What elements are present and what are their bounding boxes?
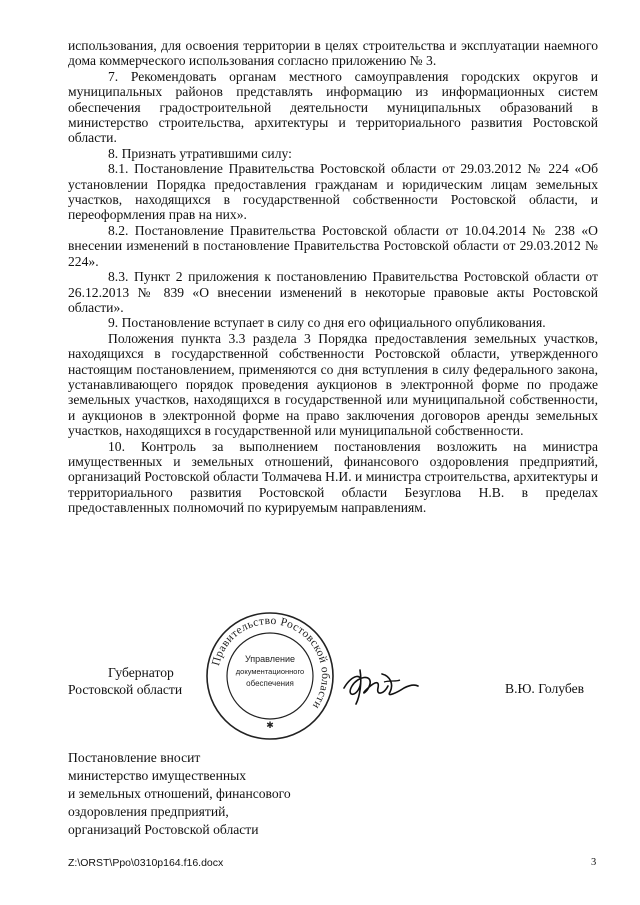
paragraph-8: 8. Признать утратившими силу:	[108, 145, 292, 161]
submission-note-line1: Постановление вносит	[68, 750, 201, 765]
paragraph-10: 10. Контроль за выполнением постановления возложить на министра имущественных и земельных отношений, финансового оздоровления предприятий, организаций Ростовской области Толмачева Н.И. и министра строительства, архитектуры и территориального развития Ростовской области Безуглова Н.В. в пределах предоставленных полномочий по курируемым направлениям.	[68, 438, 598, 516]
paragraph-9: 9. Постановление вступает в силу со дня его официального опубликования.	[108, 315, 546, 331]
submission-note-line5: организаций Ростовской области	[68, 822, 259, 837]
paragraph-continuation: использования, для освоения территории в целях строительства и эксплуатации наемного дома коммерческого использования согласно приложению № 3.	[68, 38, 598, 69]
page-number: 3	[591, 857, 597, 868]
seal-outer-text: Правительство Ростовской области	[210, 614, 332, 712]
seal-inner-line3: обеспечения	[246, 679, 294, 688]
paragraph-9-provisions: Положения пункта 3.3 раздела 3 Порядка предоставления земельных участков, находящихся в государственной собственности Ростовской области, утвержденного настоящим постановлением, применяются со дня вступления в силу федерального закона, устанавливающего порядок проведения аукционов в электронной форме по продаже земельных участков, находящихся в государственной или муниципальной собственности, и аукционов в электронной форме на право заключения договоров аренды земельных участков, находящихся в государственной или муниципальной собственности.	[68, 330, 598, 439]
paragraph-8-3: 8.3. Пункт 2 приложения к постановлению Правительства Ростовской области от 26.12.2013 № 839 «О внесении изменений в некоторые правовые акты Ростовской области».	[68, 269, 598, 315]
official-seal	[204, 610, 336, 742]
paragraph-7: 7. Рекомендовать органам местного самоуправления городских округов и муниципальных районов представлять информацию из информационных систем обеспечения градостроительной деятельности муниципальных образований в министерство строительства, архитектуры и территориального развития Ростовской области.	[68, 68, 598, 146]
file-path: Z:\ORST\Ppo\0310p164.f16.docx	[68, 857, 224, 869]
signatory-title-line2: Ростовской области	[68, 682, 183, 697]
submission-note-line2: министерство имущественных	[68, 768, 247, 783]
signatory-title-line1: Губернатор	[108, 665, 174, 680]
signatory-title	[68, 664, 182, 698]
handwritten-signature	[338, 660, 458, 710]
paragraph-8-2: 8.2. Постановление Правительства Ростовской области от 10.04.2014 № 238 «О внесении изменений в постановление Правительства Ростовской области от 29.03.2012 № 224».	[68, 222, 598, 269]
seal-star-icon: ✱	[266, 720, 274, 730]
submission-note-line3: и земельных отношений, финансового	[68, 786, 291, 801]
submission-note-line4: оздоровления предприятий,	[68, 804, 229, 819]
seal-inner-line2: документационного	[235, 667, 305, 676]
submission-note	[68, 749, 291, 839]
body-text	[68, 38, 598, 516]
signatory-name: В.Ю. Голубев	[505, 681, 585, 696]
seal-inner-line1: Управление	[244, 654, 296, 664]
paragraph-8-1: 8.1. Постановление Правительства Ростовской области от 29.03.2012 № 224 «Об установлении Порядка предоставления гражданам и юридическим лицам земельных участков, находящихся в государственной собственности Ростовской области, и переоформления прав на них».	[68, 161, 598, 223]
